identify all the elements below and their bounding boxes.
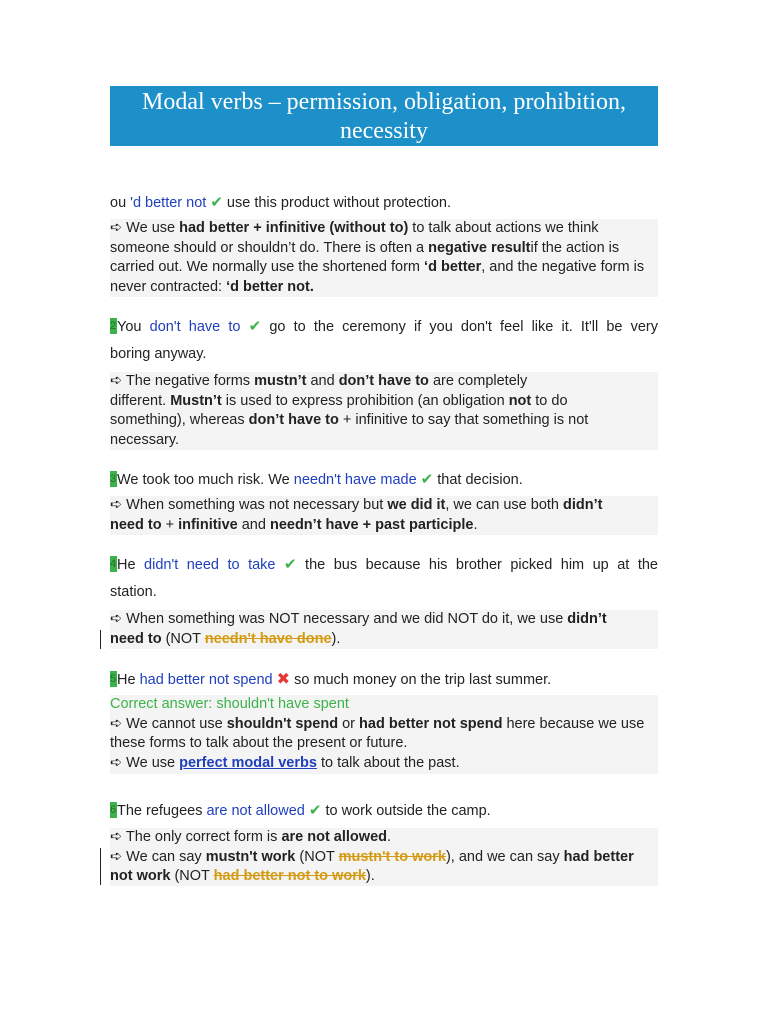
question-number: 2 [110,320,117,332]
arrow-icon: ➪ [110,848,123,865]
arrow-icon: ➪ [110,829,123,845]
check-icon: ✔ [283,556,297,573]
answer-text: are not allowed [206,803,305,819]
question-3: 3We took too much risk. We needn't have made ✔ that decision. [110,471,523,488]
question-number: 6 [110,804,117,816]
explanation-4: ➪ When something was NOT necessary and we did NOT do it, we use didn’t need to (NOT needn't have done). [110,610,658,649]
question-2: 2You don't have to ✔ go to the ceremony if you don't feel like it. It'll be very [110,318,658,335]
question-number: 4 [110,558,117,570]
check-icon: ✔ [308,802,322,819]
question-number: 3 [110,473,117,485]
text-cursor-marker [100,848,101,885]
answer-text: didn't need to take [144,557,276,573]
arrow-icon: ➪ [110,754,123,771]
answer-text: needn't have made [293,472,417,488]
check-icon: ✔ [210,194,223,211]
correct-answer: Correct answer: shouldn't have spent [110,696,349,712]
strikethrough-text: had better not to work [213,868,366,884]
question-2-line2: boring anyway. [110,346,207,362]
answer-text: 'd better not [130,195,207,211]
page-title: Modal verbs – permission, obligation, prohibition, necessity [110,86,658,146]
explanation-2: ➪ The negative forms mustn’t and don’t have to are completely different. Mustn’t is used to express prohibition (an obligation not to do something), whereas don’t have to + infinitive to say that something is not necessary. [110,372,658,450]
answer-text: don't have to [149,319,241,335]
question-1: ou 'd better not ✔ use this product without protection. [110,194,452,211]
question-4: 4He didn't need to take ✔ the bus because his brother picked him up at the [110,556,658,573]
arrow-icon: ➪ [110,373,123,389]
explanation-3: ➪ When something was not necessary but we did it, we can use both didn’t need to + infinitive and needn’t have + past participle. [110,496,658,535]
explanation-1: ➪ We use had better + infinitive (without to) to talk about actions we think someone should or shouldn’t do. There is often a negative resultif the action is carried out. We normally use the shortened form ‘d better, and the negative form is never contracted: ‘d better not. [110,219,658,297]
arrow-icon: ➪ [110,497,123,513]
question-4-line2: station. [110,584,157,600]
arrow-icon: ➪ [110,220,123,236]
strikethrough-text: needn't have done [204,630,332,647]
perfect-modal-verbs-link[interactable]: perfect modal verbs [179,754,317,771]
answer-text: had better not spend [139,672,273,688]
strikethrough-text: mustn't to work [338,848,446,865]
check-icon: ✔ [248,318,262,335]
question-5: 5He had better not spend ✖ so much money on the trip last summer. [110,671,552,688]
explanation-5: Correct answer: shouldn't have spent ➪ We cannot use shouldn't spend or had better not spend here because we use these forms to talk about the present or future. ➪ We use perfect modal verbs to talk about the past. [110,695,658,774]
arrow-icon: ➪ [110,715,123,732]
question-number: 5 [110,673,117,685]
question-6: 6The refugees are not allowed ✔ to work outside the camp. [110,802,491,819]
text-cursor-marker [100,630,101,649]
check-icon: ✔ [420,471,434,488]
explanation-6: ➪ The only correct form is are not allowed. ➪ We can say mustn't work (NOT mustn't to work), and we can say had better not work (NOT had better not to work). [110,828,658,886]
arrow-icon: ➪ [110,611,123,627]
cross-icon: ✖ [276,671,291,688]
